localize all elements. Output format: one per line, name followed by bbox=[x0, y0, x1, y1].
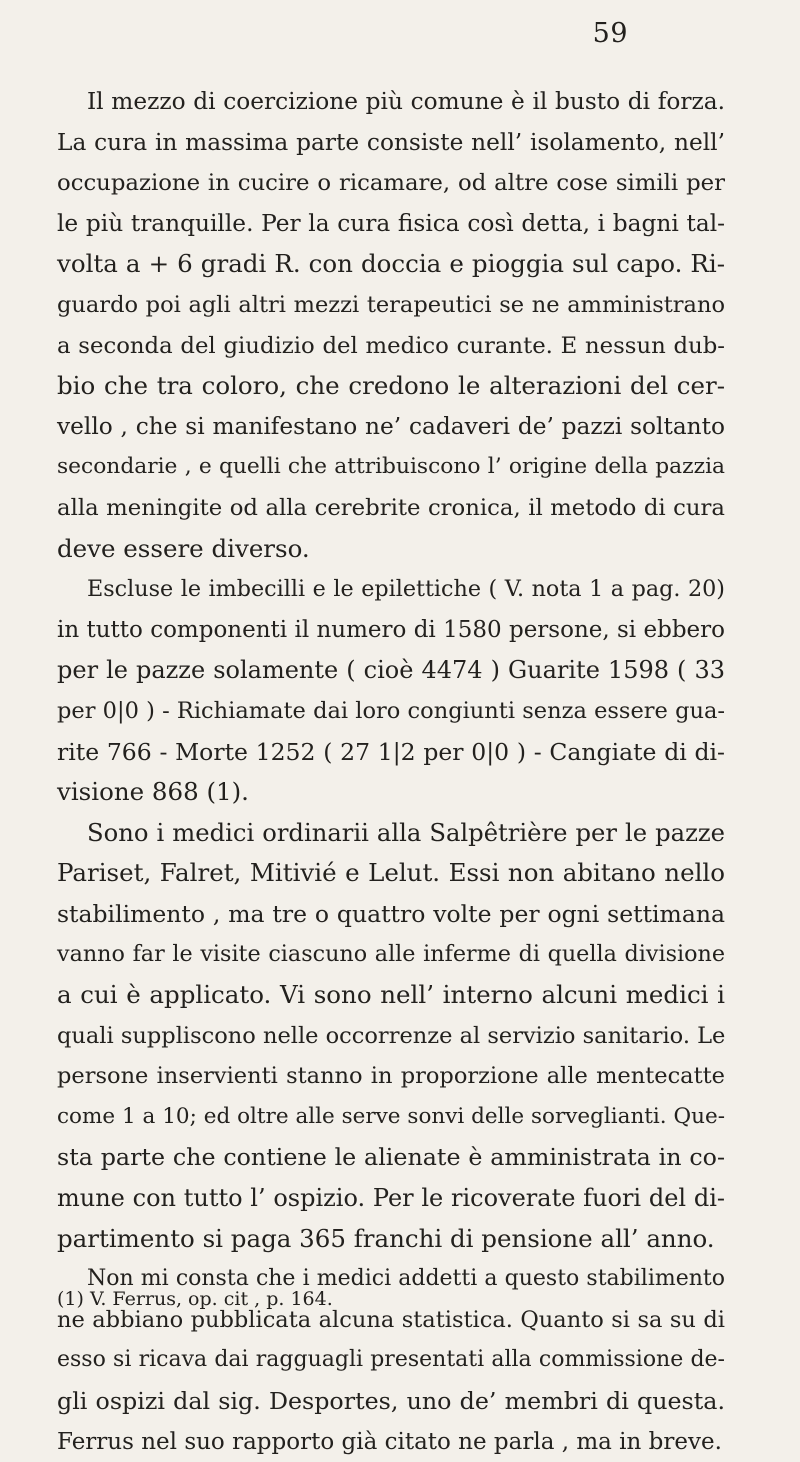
text-line: persone inservienti stanno in proporzione alle mentecatte bbox=[57, 1063, 725, 1090]
text-line: Il mezzo di coercizione più comune è il busto di forza. bbox=[87, 88, 725, 115]
text-line: Escluse le imbecilli e le epilettiche ( V. nota 1 a pag. 20) bbox=[87, 576, 725, 603]
text-line: le più tranquille. Per la cura fisica così detta, i bagni tal- bbox=[57, 209, 725, 237]
body-text bbox=[57, 82, 725, 1462]
text-line: occupazione in cucire o ricamare, od altre cose simili per bbox=[57, 170, 725, 197]
text-line: partimento si paga 365 franchi di pensione all’ anno. bbox=[57, 1223, 715, 1253]
text-line: esso si ricava dai ragguagli presentati alla commissione de- bbox=[57, 1347, 725, 1373]
text-line: a cui è applicato. Vi sono nell’ interno alcuni medici i bbox=[57, 980, 725, 1010]
text-line: vanno far le visite ciascuno alle inferme di quella divisione bbox=[57, 941, 725, 968]
text-line: Sono i medici ordinarii alla Salpêtrière per le pazze bbox=[87, 817, 725, 847]
text-line: volta a + 6 gradi R. con doccia e pioggia sul capo. Ri- bbox=[57, 249, 725, 279]
text-line: sta parte che contiene le alienate è amministrata in co- bbox=[57, 1143, 725, 1172]
text-line: bio che tra coloro, che credono le alterazioni del cer- bbox=[57, 371, 725, 401]
text-line: a seconda del giudizio del medico curante. E nessun dub- bbox=[57, 332, 725, 359]
page-number: 59 bbox=[592, 18, 628, 49]
text-line: per le pazze solamente ( cioè 4474 ) Guarite 1598 ( 33 bbox=[57, 656, 725, 685]
footnote: (1) V. Ferrus, op. cit , p. 164. bbox=[57, 1288, 333, 1310]
text-line: rite 766 - Morte 1252 ( 27 1|2 per 0|0 ) - Cangiate di di- bbox=[57, 737, 725, 766]
text-line: in tutto componenti il numero di 1580 persone, si ebbero bbox=[57, 616, 725, 643]
text-line: La cura in massima parte consiste nell’ isolamento, nell’ bbox=[57, 128, 725, 156]
text-line: vello , che si manifestano ne’ cadaveri de’ pazzi soltanto bbox=[57, 412, 725, 440]
text-line: mune con tutto l’ ospizio. Per le ricoverate fuori del di- bbox=[57, 1184, 725, 1213]
text-line: guardo poi agli altri mezzi terapeutici se ne amministrano bbox=[57, 291, 725, 318]
text-line: stabilimento , ma tre o quattro volte per ogni settimana bbox=[57, 899, 725, 928]
paragraph-2 bbox=[57, 569, 725, 813]
text-line: per 0|0 ) - Richiamate dai loro congiunti senza essere gua- bbox=[57, 697, 725, 724]
text-line: alla meningite od alla cerebrite cronica, il metodo di cura bbox=[57, 494, 725, 521]
text-line: Ferrus nel suo rapporto già citato ne parla , ma in breve. bbox=[57, 1428, 722, 1455]
paragraph-1 bbox=[57, 82, 725, 569]
text-line: visione 868 (1). bbox=[57, 777, 249, 807]
paragraph-3 bbox=[57, 813, 725, 1260]
text-line: quali suppliscono nelle occorrenze al servizio sanitario. Le bbox=[57, 1022, 726, 1049]
text-line: Pariset, Falret, Mitivié e Lelut. Essi non abitano nello bbox=[57, 858, 725, 888]
text-line: deve essere diverso. bbox=[57, 533, 310, 563]
text-line: gli ospizi dal sig. Desportes, uno de’ membri di questa. bbox=[57, 1387, 725, 1415]
text-line: Non mi consta che i medici addetti a questo stabilimento bbox=[87, 1266, 725, 1292]
text-line: come 1 a 10; ed oltre alle serve sonvi delle sorveglianti. Que- bbox=[57, 1103, 725, 1129]
text-line: secondarie , e quelli che attribuiscono l’ origine della pazzia bbox=[57, 454, 725, 480]
text-line: ne abbiano pubblicata alcuna statistica. Quanto si sa su di bbox=[57, 1306, 725, 1333]
